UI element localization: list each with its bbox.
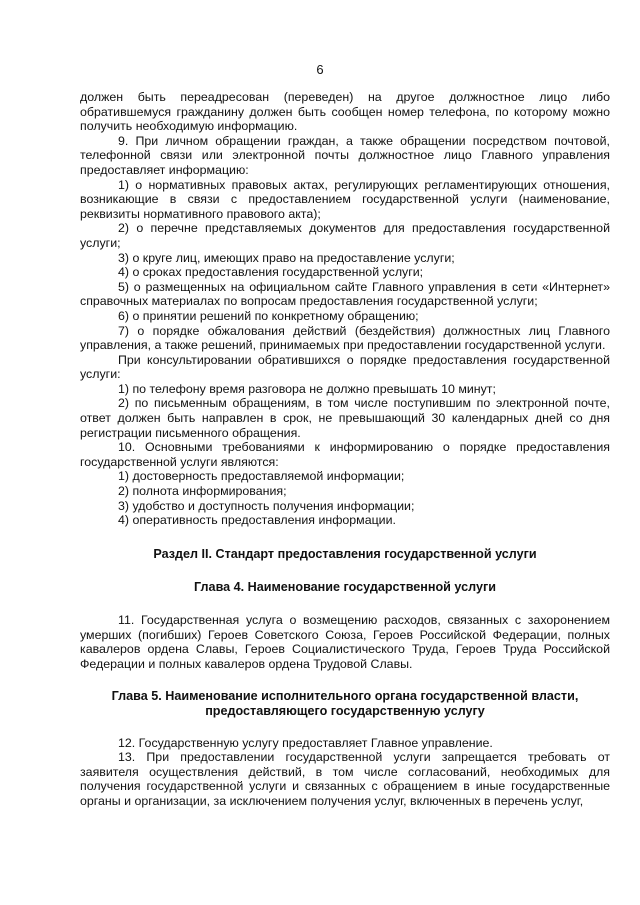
paragraph: 1) по телефону время разговора не должно превышать 10 минут; <box>118 381 496 396</box>
paragraph: 1) о нормативных правовых актах, регулирующих регламентирующих отношения, возникающие в связи с предоставлением государственной услуги (наименование, реквизиты нормативного правового акта); <box>80 177 610 221</box>
paragraph: 9. При личном обращении граждан, а также обращении посредством почтовой, телефонной связи или электронной почты должностное лицо Главного управления предоставляет информацию: <box>80 133 610 177</box>
page-number: 6 <box>316 62 324 77</box>
document-body <box>80 90 610 809</box>
paragraph: 4) о сроках предоставления государственной услуги; <box>118 265 424 280</box>
section-heading: Раздел II. Стандарт предоставления государственной услуги <box>153 546 537 561</box>
paragraph: 11. Государственная услуга о возмещению расходов, связанных с захоронением умерших (погибших) Героев Советского Союза, Героев Российской Федерации, полных кавалеров ордена Славы, Героев Социалистического Труда, Героев Труда Российской Федерации и полных кавалеров ордена Трудовой Славы. <box>80 613 610 671</box>
paragraph: 13. При предоставлении государственной услуги запрещается требовать от заявителя осуществления действий, в том числе согласований, необходимых для получения государственной услуги и связанных с обращением в иные государственные органы и организации, за исключением получения услуг, включенных в перечень услуг, <box>80 750 610 808</box>
paragraph: 6) о принятии решений по конкретному обращению; <box>118 308 419 323</box>
paragraph: должен быть переадресован (переведен) на другое должностное лицо либо обратившемуся гражданину должен быть сообщен номер телефона, по которому можно получить необходимую информацию. <box>80 90 610 134</box>
paragraph: 7) о порядке обжалования действий (бездействия) должностных лиц Главного управления, а также решений, принимаемых при предоставлении государственной услуги. <box>80 323 610 353</box>
paragraph: 3) удобство и доступность получения информации; <box>118 498 415 513</box>
paragraph: 5) о размещенных на официальном сайте Главного управления в сети «Интернет» справочных материалах по вопросам предоставления государственной услуги; <box>80 279 610 309</box>
section-heading: Глава 5. Наименование исполнительного органа государственной власти, предоставляющего государственную услугу <box>111 689 579 718</box>
paragraph: 2) о перечне представляемых документов для предоставления государственной услуги; <box>80 221 610 250</box>
paragraph: 10. Основными требованиями к информированию о порядке предоставления государственной услуги являются: <box>80 440 610 469</box>
paragraph: 3) о круге лиц, имеющих право на предоставление услуги; <box>118 250 455 265</box>
paragraph: 2) по письменным обращениям, в том числе поступившим по электронной почте, ответ должен быть направлен в срок, не превышающий 30 календарных дней со дня регистрации письменного обращения. <box>80 396 610 440</box>
paragraph: 2) полнота информирования; <box>118 484 287 499</box>
section-heading: Глава 4. Наименование государственной услуги <box>194 580 496 595</box>
paragraph: 1) достоверность предоставляемой информации; <box>118 469 405 484</box>
paragraph: При консультировании обратившихся о порядке предоставления государственной услуги: <box>80 352 610 382</box>
paragraph: 12. Государственную услугу предоставляет Главное управление. <box>118 735 493 750</box>
paragraph: 4) оперативность предоставления информации. <box>118 513 396 528</box>
